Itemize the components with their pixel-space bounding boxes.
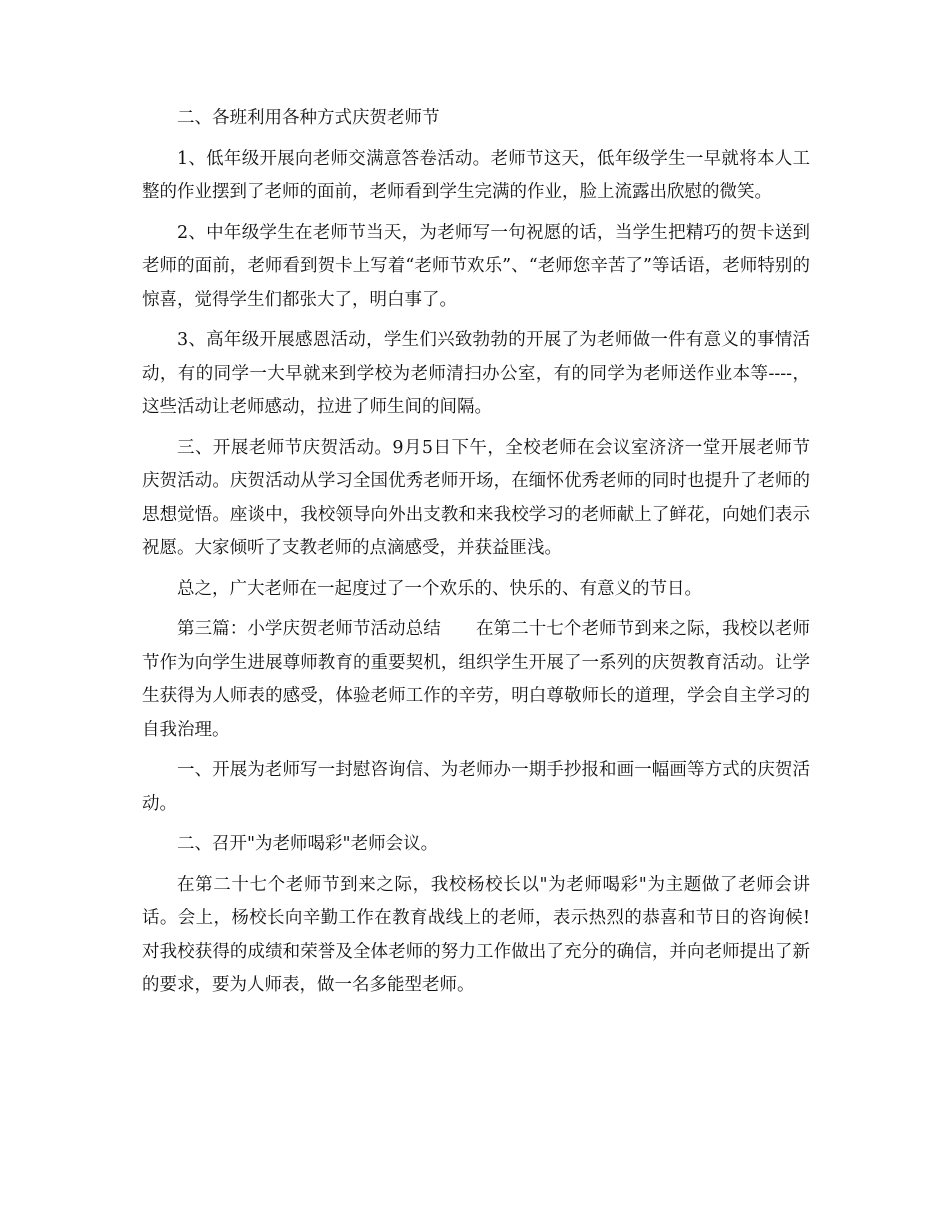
paragraph-item-1: 1、低年级开展向老师交满意答卷活动。老师节这天，低年级学生一早就将本人工整的作业摆到了老师的面前，老师看到学生完满的作业，脸上流露出欣慰的微笑。	[142, 148, 810, 202]
paragraph-activity-2: 二、召开"为老师喝彩"老师会议。	[177, 834, 439, 854]
document-body	[142, 102, 810, 1010]
paragraph-section-heading-2: 二、各班利用各种方式庆贺老师节	[177, 108, 440, 128]
paragraph-activity-1: 一、开展为老师写一封慰咨询信、为老师办一期手抄报和画一幅画等方式的庆贺活动。	[142, 760, 810, 814]
paragraph-item-2: 2、中年级学生在老师节当天，为老师写一句祝愿的话，当学生把精巧的贺卡送到老师的面前，老师看到贺卡上写着“老师节欢乐”、“老师您辛苦了”等话语，老师特别的惊喜，觉得学生们都张大了，明白事了。	[142, 222, 810, 310]
paragraph-item-3: 3、高年级开展感恩活动，学生们兴致勃勃的开展了为老师做一件有意义的事情活动，有的同学一大早就来到学校为老师清扫办公室，有的同学为老师送作业本等----，这些活动让老师感动，拉进了师生间的间隔。	[142, 330, 810, 417]
paragraph-summary: 总之，广大老师在一起度过了一个欢乐的、快乐的、有意义的节日。	[177, 578, 702, 599]
paragraph-part-three-intro: 第三篇：小学庆贺老师节活动总结 在第二十七个老师节到来之际，我校以老师节作为向学生进展尊师教育的重要契机，组织学生开展了一系列的庆贺教育活动。让学生获得为人师表的感受，体验老师工作的辛劳，明白尊敬师长的道理，学会自主学习的自我治理。	[142, 619, 810, 740]
paragraph-section-heading-3: 三、开展老师节庆贺活动。9月5日下午，全校老师在会议室济济一堂开展老师节庆贺活动。庆贺活动从学习全国优秀老师开场，在缅怀优秀老师的同时也提升了老师的思想觉悟。座谈中，我校领导向外出支教和来我校学习的老师献上了鲜花，向她们表示祝愿。大家倾听了支教老师的点滴感受，并获益匪浅。	[142, 437, 810, 558]
paragraph-speech: 在第二十七个老师节到来之际，我校杨校长以"为老师喝彩"为主题做了老师会讲话。会上，杨校长向辛勤工作在教育战线上的老师，表示热烈的恭喜和节日的咨询候!对我校获得的成绩和荣誉及全体老师的努力工作做出了充分的确信，并向老师提出了新的要求，要为人师表，做一名多能型老师。	[142, 874, 810, 995]
